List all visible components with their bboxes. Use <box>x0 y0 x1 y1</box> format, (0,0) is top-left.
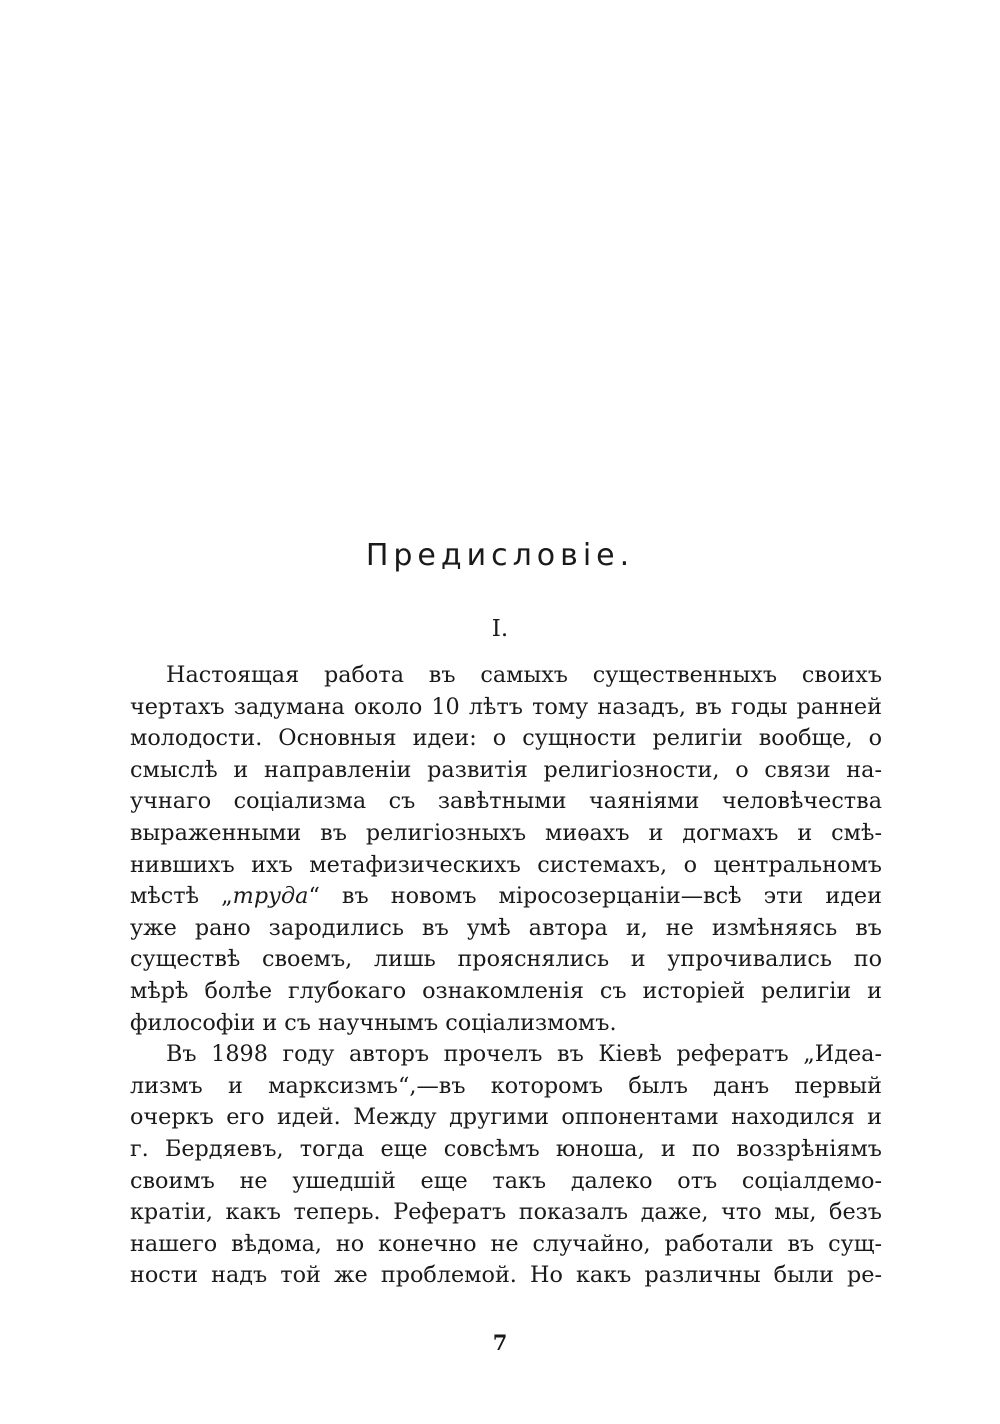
text-line: своимъ не ушедшій еще такъ далеко отъ соціалдемо- <box>130 1167 882 1194</box>
text-line: ности надъ той же проблемой. Но какъ различны были ре- <box>130 1262 882 1289</box>
text-line: мѣрѣ болѣе глубокаго ознакомленія съ исторіей религіи и <box>130 977 882 1004</box>
text-line: молодости. Основныя идеи: о сущности религіи вообще, о <box>130 725 882 752</box>
text-line: выраженными въ религіозныхъ миѳахъ и догмахъ и смѣ- <box>130 819 882 846</box>
body-text <box>130 660 882 1292</box>
text-line: уже рано зародились въ умѣ автора и, не измѣняясь въ <box>130 914 882 941</box>
text-line: нашего вѣдома, но конечно не случайно, работали въ сущ- <box>130 1230 882 1257</box>
text-line: очеркъ его идей. Между другими оппонентами находился и <box>130 1104 882 1131</box>
text-line: Въ 1898 году авторъ прочелъ въ Кіевѣ рефератъ „Идеа- <box>166 1041 882 1068</box>
text-line: смыслѣ и направленіи развитія религіозности, о связи на- <box>130 756 882 783</box>
text-line: нившихъ ихъ метафизическихъ системахъ, о центральномъ <box>130 851 882 878</box>
text-line: учнаго соціализма съ завѣтными чаяніями человѣчества <box>130 788 882 815</box>
paragraph-1 <box>130 660 882 1039</box>
paragraph-2 <box>130 1039 882 1292</box>
section-number: I. <box>491 616 509 642</box>
text-line: мѣстѣ „труда“ въ новомъ міросозерцаніи—всѣ эти идеи <box>130 883 882 910</box>
text-line: философіи и съ научнымъ соціализмомъ. <box>130 1009 617 1036</box>
text-line: г. Бердяевъ, тогда еще совсѣмъ юноша, и по воззрѣніямъ <box>130 1135 882 1162</box>
emphasis-word: труда <box>232 883 309 910</box>
page-number: 7 <box>492 1330 508 1355</box>
text-line: кратіи, какъ теперь. Рефератъ показалъ даже, что мы, безъ <box>130 1199 882 1226</box>
text-line: Настоящая работа въ самыхъ существенныхъ своихъ <box>166 662 882 688</box>
text-line: чертахъ задумана около 10 лѣтъ тому назадъ, въ годы ранней <box>130 693 882 720</box>
text-line: лизмъ и марксизмъ“,—въ которомъ былъ данъ первый <box>130 1072 882 1099</box>
text-line: существѣ своемъ, лишь прояснялись и упрочивались по <box>130 946 882 973</box>
page-title: Предисловіе. <box>365 538 635 573</box>
